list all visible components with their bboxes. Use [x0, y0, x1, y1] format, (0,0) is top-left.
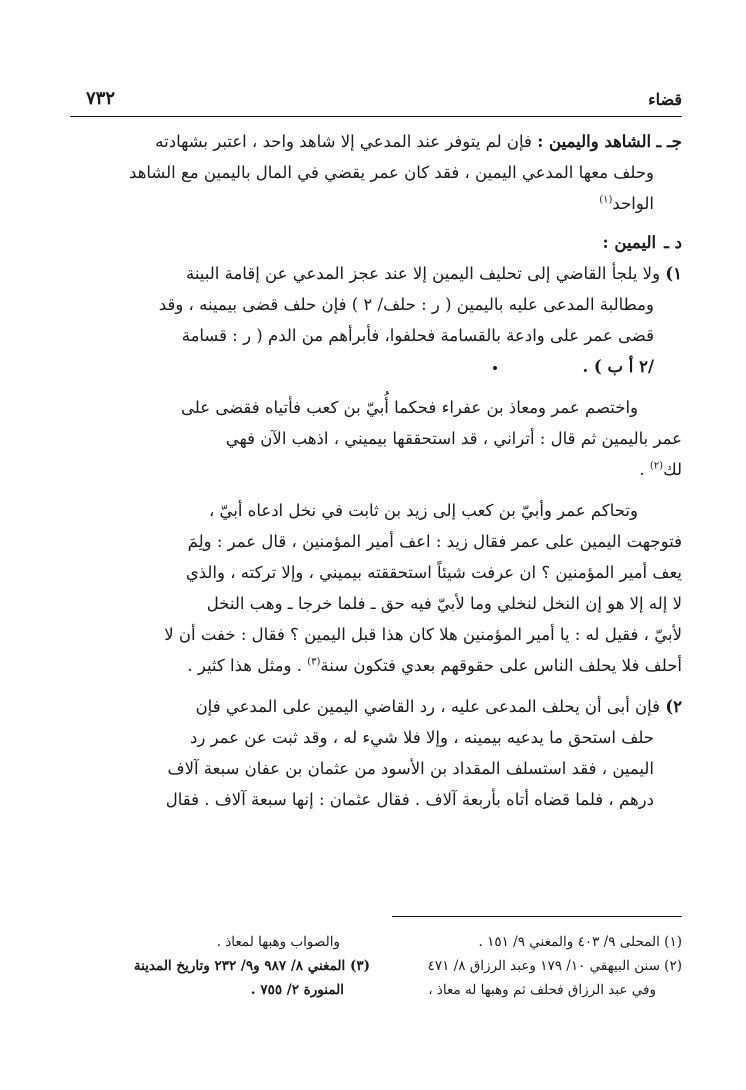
text-line: ومطالبة المدعى عليه باليمين ( ر : حلف/ ٢ ) فإن حلف قضى بيمينه ، وقد — [158, 295, 654, 314]
text-line: عمر باليمين ثم قال : أتراني ، قد استحققها بيميني ، اذهب الآن فهي — [225, 429, 682, 448]
term-oath: اليمين : — [602, 233, 657, 252]
text-line: اليمين ، فقد استسلف المقداد بن الأسود من عثمان بن عفان سبعة آلاف — [167, 759, 654, 778]
book-page — [70, 70, 682, 1070]
header-rule — [70, 116, 682, 117]
text-line: . ومثل هذا كثير . — [187, 656, 302, 675]
text-line: درهم ، فلما قضاه أتاه بأربعة آلاف . فقال عثمان : إنها سبعة آلاف . فقال — [165, 790, 654, 809]
text-line: فتوجهت اليمين على عمر فقال زيد : اعف أمير المؤمنين ، قال عمر : ولِمَ — [187, 532, 682, 551]
para2-line-3: لك$^{(٢)}$ . — [639, 460, 682, 479]
page-header — [70, 90, 682, 112]
text-line: فإن لم يتوفر عند المدعي إلا شاهد واحد ، اعتبر بشهادته — [155, 132, 532, 151]
footnote-ref: (١) — [599, 194, 613, 206]
footnotes-left-column — [70, 930, 370, 1002]
item2-line-1 — [70, 691, 682, 722]
footnote-ref: (٣) — [307, 656, 321, 668]
text-line: وتحاكم عمر وأبيّ بن كعب إلى زيد بن ثابت في نخل ادعاه أبيّ ، — [208, 501, 638, 520]
text-line: أحلف فلا يحلف الناس على حقوقهم بعدي فتكون سنة — [320, 656, 682, 675]
section-witness-oath — [70, 126, 682, 219]
item-number: ٢) — [665, 697, 682, 716]
item-2 — [70, 691, 682, 815]
text-line: ولا يلجأ القاضي إلى تحليف اليمين إلا عند عجز المدعي عن إقامة البينة — [185, 264, 661, 283]
stray-dot — [493, 366, 497, 370]
item1-line-4 — [70, 351, 682, 382]
text-line: واختصم عمر ومعاذ بن عفراء فحكما أُبيّ بن كعب فأتياه فقضى على — [181, 398, 638, 417]
paragraph-muadh — [70, 392, 682, 485]
section-marker-jim: جـ ـ — [656, 132, 682, 151]
footnote-line: المنورة ٢/ ٧٥٥ . — [250, 982, 344, 998]
footnote-rule — [392, 916, 682, 917]
text-line: لا إله إلا هو إن النخل لنخلي وما لأبيّ فيه حق ـ فلما خرجا ـ وهب النخل — [206, 594, 682, 613]
text-line: قضى عمر على وادعة بالقسامة فحلفوا، فأبرأهم من الدم ( ر : قسامة — [181, 326, 654, 345]
text-line: الواحد — [612, 194, 654, 213]
footnote-line: (٢) سنن البيهقي ١٠/ ١٧٩ وعبد الرزاق ٨/ ٤٧١ — [427, 958, 682, 974]
item1-line-1 — [70, 258, 682, 289]
text-line: يعف أمير المؤمنين ؟ ان عرفت شيئاً استحققته بيميني ، وإلا تركته ، والذي — [185, 563, 682, 582]
section-marker-dal: د ـ — [664, 233, 682, 252]
footnote-ref: (٢) — [649, 460, 664, 472]
term-witness-oath: الشاهد واليمين : — [537, 132, 652, 151]
text-line: وحلف معها المدعي اليمين ، فقد كان عمر يقضي في المال باليمين مع الشاهد — [129, 163, 654, 182]
text-line: /٢ أ ب ) . — [582, 357, 654, 376]
witness-line-3 — [70, 188, 682, 219]
section-oath-heading — [70, 227, 682, 258]
para3-line-6 — [70, 650, 682, 681]
text-line: لأبيّ ، فقيل له : يا أمير المؤمنين هلا كان هذا قبل اليمين ؟ فقال : خفت أن لا — [164, 625, 682, 644]
item-number: ١) — [665, 264, 682, 283]
footnote-line: (٣) المغني ٨/ ٩٨٧ و٩/ ٢٣٢ وتاريخ المدينة — [133, 958, 370, 974]
main-text — [70, 126, 682, 815]
text-line: حلف استحق ما يدعيه بيمينه ، وإلا فلا شيء له ، وقد ثبت عن عمر رد — [190, 728, 654, 747]
page-number: ٧٣٢ — [86, 88, 116, 109]
item-1 — [70, 258, 682, 382]
footnote-line: والصواب وهبها لمعاذ . — [216, 934, 340, 950]
text-line: فإن أبى أن يحلف المدعى عليه ، رد القاضي اليمين على المدعي فإن — [195, 697, 661, 716]
footnotes-right-column — [382, 930, 682, 1002]
footnote-line: وفي عبد الرزاق فحلف ثم وهبها له معاذ ، — [428, 982, 656, 998]
paragraph-zayd — [70, 495, 682, 681]
running-title: قضاء — [648, 90, 682, 109]
footnote-line: (١) المحلى ٩/ ٤٠٣ والمغني ٩/ ١٥١ . — [478, 934, 682, 950]
text-line: لك — [663, 460, 682, 479]
witness-line-1 — [70, 126, 682, 157]
